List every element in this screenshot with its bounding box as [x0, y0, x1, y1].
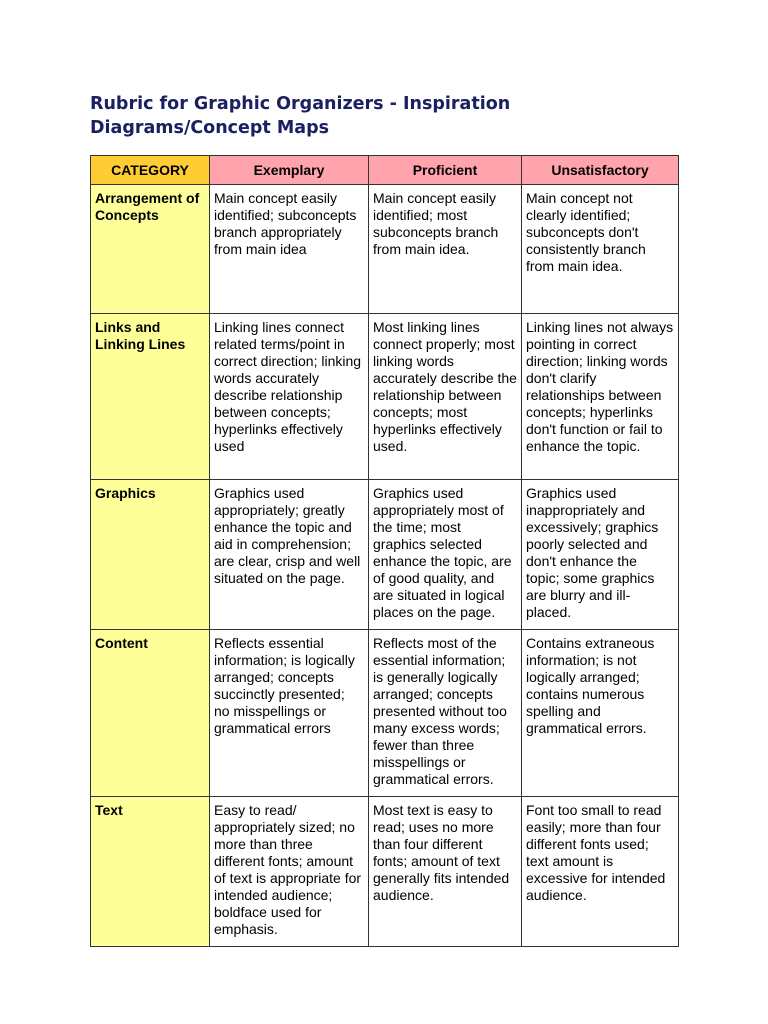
table-row: [91, 185, 679, 314]
header-row: [91, 156, 679, 185]
unsatisfactory-cell: Linking lines not always pointing in correct direction; linking words don't clarify relationships between concepts; hyperlinks don't function or fail to enhance the topic.: [522, 314, 679, 480]
category-cell: Text: [91, 797, 210, 947]
exemplary-cell: Linking lines connect related terms/point in correct direction; linking words accurately describe relationship between concepts; hyperlinks effectively used: [210, 314, 369, 480]
header-unsatisfactory: Unsatisfactory: [522, 156, 679, 185]
proficient-cell: Most text is easy to read; uses no more than four different fonts; amount of text generally fits intended audience.: [369, 797, 522, 947]
proficient-cell: Most linking lines connect properly; most linking words accurately describe the relationship between concepts; most hyperlinks effectively used.: [369, 314, 522, 480]
exemplary-cell: Main concept easily identified; subconcepts branch appropriately from main idea: [210, 185, 369, 314]
header-exemplary: Exemplary: [210, 156, 369, 185]
table-row: [91, 314, 679, 480]
category-cell: Content: [91, 630, 210, 797]
page-title: Rubric for Graphic Organizers - Inspiration Diagrams/Concept Maps: [90, 94, 511, 138]
category-cell: Arrangement of Concepts: [91, 185, 210, 314]
table-row: [91, 630, 679, 797]
table-row: [91, 797, 679, 947]
proficient-cell: Reflects most of the essential information; is generally logically arranged; concepts presented without too many excess words; fewer than three misspellings or grammatical errors.: [369, 630, 522, 797]
rubric-table: [90, 155, 679, 947]
proficient-cell: Graphics used appropriately most of the time; most graphics selected enhance the topic, are of good quality, and are situated in logical places on the page.: [369, 480, 522, 630]
category-cell: Links and Linking Lines: [91, 314, 210, 480]
unsatisfactory-cell: Font too small to read easily; more than four different fonts used; text amount is excessive for intended audience.: [522, 797, 679, 947]
unsatisfactory-cell: Main concept not clearly identified; subconcepts don't consistently branch from main idea.: [522, 185, 679, 314]
category-cell: Graphics: [91, 480, 210, 630]
unsatisfactory-cell: Graphics used inappropriately and excessively; graphics poorly selected and don't enhance the topic; some graphics are blurry and ill-placed.: [522, 480, 679, 630]
exemplary-cell: Graphics used appropriately; greatly enhance the topic and aid in comprehension; are clear, crisp and well situated on the page.: [210, 480, 369, 630]
proficient-cell: Main concept easily identified; most subconcepts branch from main idea.: [369, 185, 522, 314]
exemplary-cell: Easy to read/ appropriately sized; no more than three different fonts; amount of text is appropriate for intended audience; boldface used for emphasis.: [210, 797, 369, 947]
table-row: [91, 480, 679, 630]
exemplary-cell: Reflects essential information; is logically arranged; concepts succinctly presented; no misspellings or grammatical errors: [210, 630, 369, 797]
header-category: CATEGORY: [91, 156, 210, 185]
unsatisfactory-cell: Contains extraneous information; is not logically arranged; contains numerous spelling and grammatical errors.: [522, 630, 679, 797]
header-proficient: Proficient: [369, 156, 522, 185]
